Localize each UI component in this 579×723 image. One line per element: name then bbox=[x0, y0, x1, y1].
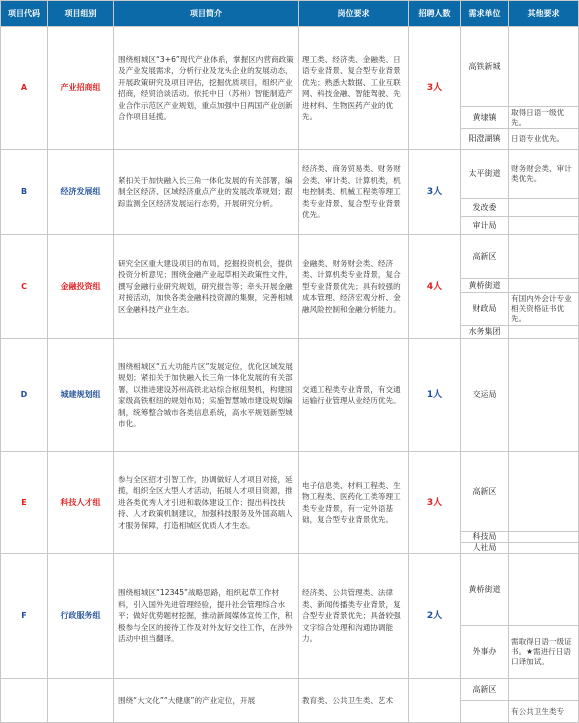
other-requirements bbox=[509, 326, 579, 339]
table-header bbox=[1, 1, 579, 27]
position-requirements: 金融类、财务财会类、经济类、计算机类专业背景，复合型专业背景优先；具有较强的成本管理、经济宏观分析、金融风险控制和金融分析能力。 bbox=[299, 235, 409, 339]
header-other: 其他要求 bbox=[509, 1, 579, 27]
table-body bbox=[1, 27, 579, 723]
project-intro: 研究全区重大建设项目的布局，挖掘投资机会，提供投资分析意见；围绕金融产业起草相关政策性文件，撰写金融行业研究规划，研究报告等；牵头开展金融对接活动，加快各类金融科技资源的集聚，完善相城区金融科技产业生态。 bbox=[114, 235, 299, 339]
table-row bbox=[1, 452, 579, 532]
other-requirements bbox=[509, 554, 579, 626]
demand-unit: 黄桥街道 bbox=[461, 279, 509, 293]
project-intro: 围绕相城区“12345”战略思路，组织起草工作材料，引入国外先进管理经验，提升社会管理综合水平；做好优势题材挖掘，推动新闻媒体宣传工作，积极参与全区的接待工作及对外友好交往工作，在涉外活动中担当翻译。 bbox=[114, 554, 299, 679]
project-intro: 围绕相城区“五大功能片区”发展定位，优化区域发展规划；紧扣关于加快融入长三角一体化发展的有关部署，以推进建设苏州高铁北站综合枢纽契机，构建国家级高铁枢纽的规划布局；实施智慧城市建设规划编制，统筹整合城市各类信息系统，高水平规划新型城市化。 bbox=[114, 339, 299, 452]
position-requirements: 经济类、公共管理类、法律类、新闻传播类专业背景，复合型专业背景优先；具备较强文字综合处理和沟通协调能力。 bbox=[299, 554, 409, 679]
position-requirements: 理工类、经济类、金融类、日语专业背景、复合型专业背景优先；熟悉大数据、工业互联网、科技金融、智能驾驶、先进材料、生物医药产业的优先。 bbox=[299, 27, 409, 150]
other-requirements bbox=[509, 339, 579, 452]
other-requirements: 日语专业优先。 bbox=[509, 129, 579, 150]
demand-unit: 黄埭镇 bbox=[461, 107, 509, 129]
project-code: F bbox=[1, 554, 48, 679]
table-row bbox=[1, 235, 579, 279]
demand-unit: 太平街道 bbox=[461, 150, 509, 199]
demand-unit: 高新区 bbox=[461, 452, 509, 532]
table-row bbox=[1, 27, 579, 107]
position-requirements: 经济类、商务贸易类、财务财会类、审计类、计算机类，机电控制类、机械工程类等理工类专业背景、复合型专业背景优先。 bbox=[299, 150, 409, 235]
header-group: 项目组别 bbox=[48, 1, 114, 27]
table-row bbox=[1, 679, 579, 701]
table-row bbox=[1, 150, 579, 199]
header-count: 招聘人数 bbox=[409, 1, 461, 27]
demand-unit: 外事办 bbox=[461, 626, 509, 679]
project-group: 科技人才组 bbox=[48, 452, 114, 554]
recruit-count: 2人 bbox=[409, 554, 461, 679]
header-intro: 项目简介 bbox=[114, 1, 299, 27]
recruit-count: 1人 bbox=[409, 339, 461, 452]
project-code: D bbox=[1, 339, 48, 452]
project-intro: 围绕相城区“3+6”现代产业体系，掌握区内营商政策及产业发展需求，分析行业及龙头企业的发展动态，开展政策研究及项目评估，挖掘优质项目，组织产业招商，经贸洽谈活动。依托中日（苏州）智能制造产业合作示范区产业规划，重点加强中日两国产业创新合作项目延揽。 bbox=[114, 27, 299, 150]
other-requirements bbox=[509, 543, 579, 554]
project-intro: 围绕“大文化”“大健康”的产业定位，开展 bbox=[114, 679, 299, 723]
project-group: 行政服务组 bbox=[48, 554, 114, 679]
other-requirements bbox=[509, 452, 579, 532]
other-requirements bbox=[509, 679, 579, 701]
project-intro: 参与全区招才引智工作，协调做好人才项目对接，延揽，组织全区大型人才活动，拓展人才项目资源，推进各类优秀人才引进和载体建设工作；提出科技扶持、人才政策机制建议，加强科技服务及外国高端人才服务保障，打造相城区优质人才生态。 bbox=[114, 452, 299, 554]
table-row bbox=[1, 339, 579, 452]
demand-unit: 高铁新城 bbox=[461, 27, 509, 107]
demand-unit bbox=[461, 701, 509, 723]
other-requirements: 有公共卫生类专 bbox=[509, 701, 579, 723]
header-code: 项目代码 bbox=[1, 1, 48, 27]
demand-unit: 人社局 bbox=[461, 543, 509, 554]
demand-unit: 阳澄湖镇 bbox=[461, 129, 509, 150]
other-requirements bbox=[509, 199, 579, 217]
table-row bbox=[1, 554, 579, 626]
other-requirements bbox=[509, 235, 579, 279]
other-requirements: 财务财会类、审计类优先。 bbox=[509, 150, 579, 199]
project-code: B bbox=[1, 150, 48, 235]
project-code: C bbox=[1, 235, 48, 339]
project-intro: 紧扣关于加快融入长三角一体化发展的有关部署，编制全区经济、区域经济重点产业的发展改革规划；跟踪监测全区经济发展运行态势，开展研究分析。 bbox=[114, 150, 299, 235]
recruit-count bbox=[409, 679, 461, 723]
header-requirements: 岗位要求 bbox=[299, 1, 409, 27]
demand-unit: 科技局 bbox=[461, 532, 509, 543]
position-requirements: 交通工程类专业背景，有交通运输行业管理从业经历优先。 bbox=[299, 339, 409, 452]
demand-unit: 黄桥街道 bbox=[461, 554, 509, 626]
project-group bbox=[48, 679, 114, 723]
project-group: 金融投资组 bbox=[48, 235, 114, 339]
project-code: E bbox=[1, 452, 48, 554]
recruit-count: 3人 bbox=[409, 452, 461, 554]
recruit-count: 4人 bbox=[409, 235, 461, 339]
other-requirements bbox=[509, 27, 579, 107]
header-row bbox=[1, 1, 579, 27]
project-group: 经济发展组 bbox=[48, 150, 114, 235]
other-requirements bbox=[509, 279, 579, 293]
project-group: 产业招商组 bbox=[48, 27, 114, 150]
demand-unit: 高新区 bbox=[461, 679, 509, 701]
other-requirements: 取得日语一级优先。 bbox=[509, 107, 579, 129]
other-requirements: 有国内外会计专业相关资格证书优先。 bbox=[509, 293, 579, 326]
demand-unit: 交运局 bbox=[461, 339, 509, 452]
demand-unit: 发改委 bbox=[461, 199, 509, 217]
recruit-count: 3人 bbox=[409, 27, 461, 150]
other-requirements: 需取得日语一级证书。★需进行日语口译加试。 bbox=[509, 626, 579, 679]
recruit-count: 3人 bbox=[409, 150, 461, 235]
demand-unit: 审计局 bbox=[461, 217, 509, 235]
demand-unit: 财政局 bbox=[461, 293, 509, 326]
position-requirements: 电子信息类、材料工程类、生物工程类、医药化工类等理工类专业背景，有一定外语基础，复合型专业背景优先。 bbox=[299, 452, 409, 554]
project-code: A bbox=[1, 27, 48, 150]
header-unit: 需求单位 bbox=[461, 1, 509, 27]
position-requirements: 教育类、公共卫生类、艺术 bbox=[299, 679, 409, 723]
project-group: 城建规划组 bbox=[48, 339, 114, 452]
other-requirements bbox=[509, 532, 579, 543]
project-code bbox=[1, 679, 48, 723]
other-requirements bbox=[509, 217, 579, 235]
demand-unit: 水务集团 bbox=[461, 326, 509, 339]
demand-unit: 高新区 bbox=[461, 235, 509, 279]
